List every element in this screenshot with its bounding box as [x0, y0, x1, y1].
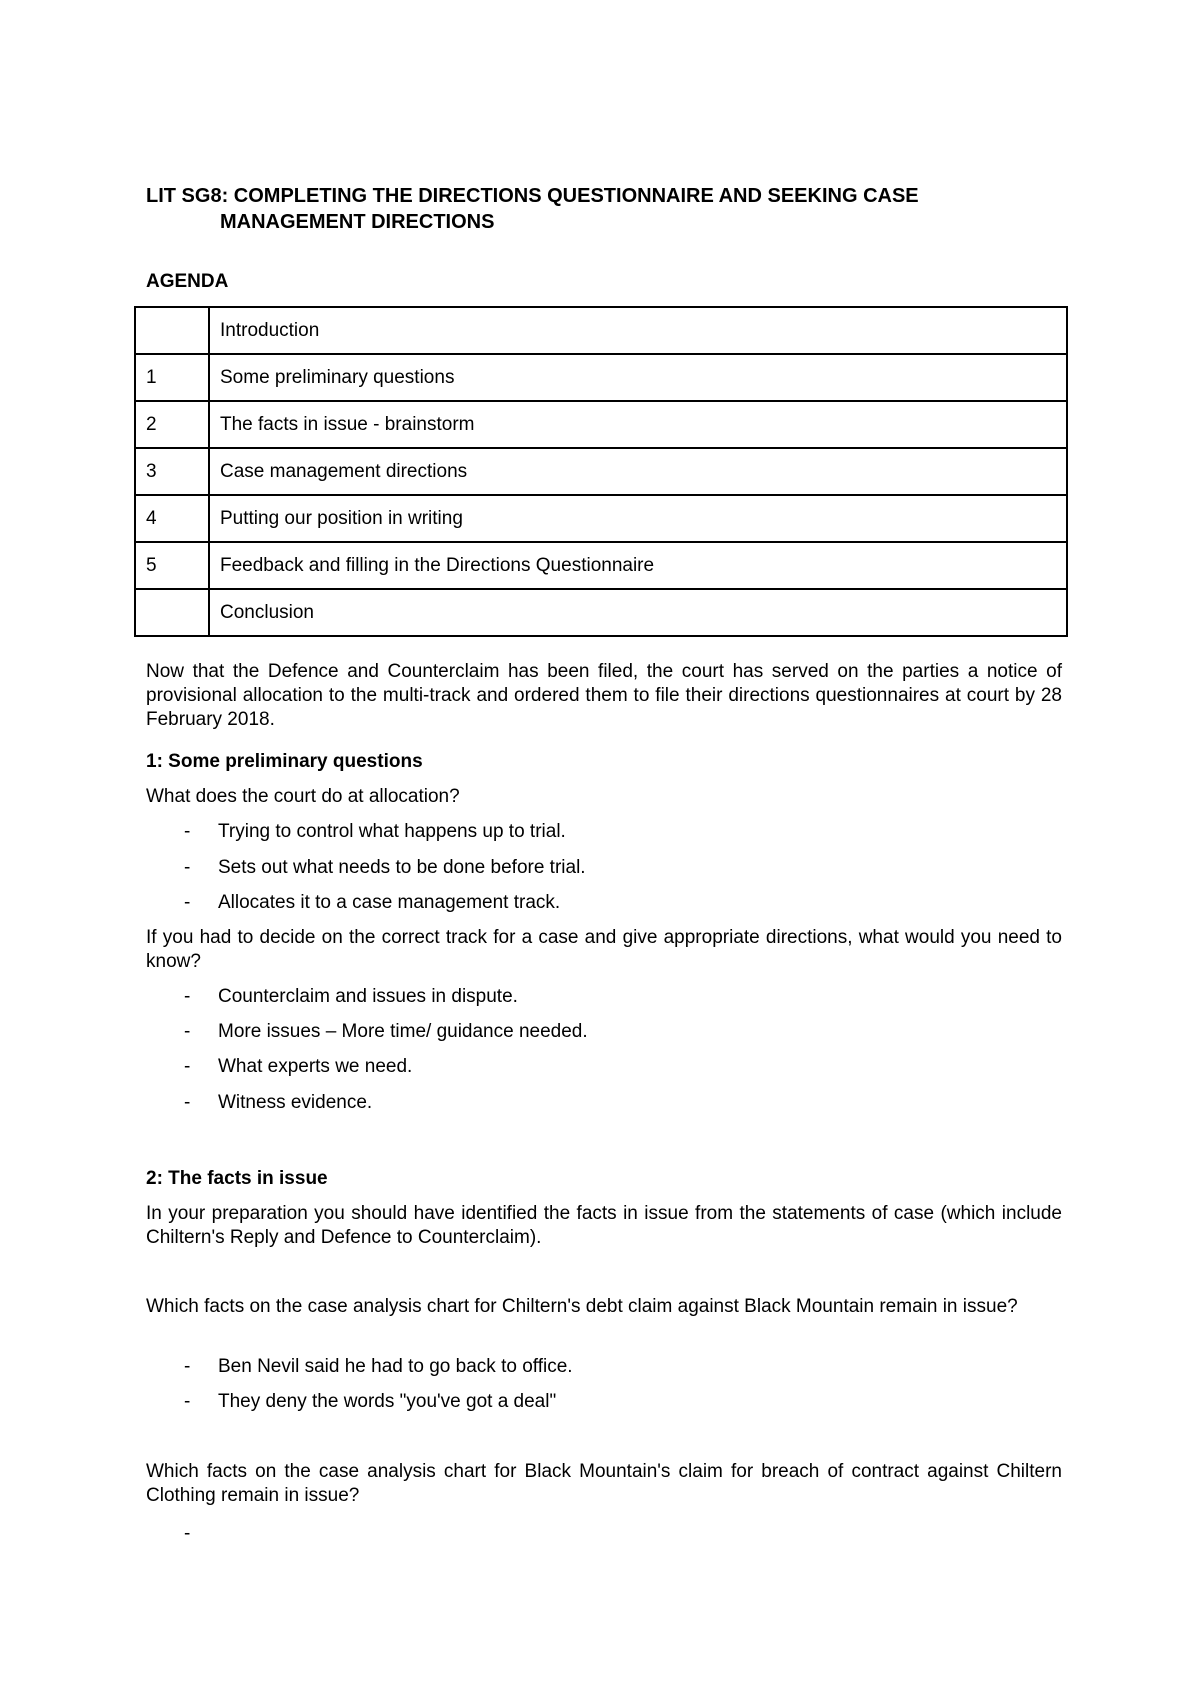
section-2-paragraph: In your preparation you should have identified the facts in issue from the statements of case (which include Chiltern's Reply and Defence to Counterclaim). [146, 1203, 1062, 1248]
agenda-item: Conclusion [209, 589, 1067, 636]
agenda-row [135, 495, 1067, 542]
agenda-row [135, 542, 1067, 589]
list-item-text: Sets out what needs to be done before trial. [218, 857, 586, 878]
intro-paragraph: Now that the Defence and Counterclaim has been filed, the court has served on the parties a notice of provisional allocation to the multi-track and ordered them to file their directions questionnaires at court by 28 February 2018. [146, 661, 1062, 730]
agenda-item: Introduction [209, 307, 1067, 354]
list-item-text: Witness evidence. [218, 1092, 373, 1113]
agenda-table [134, 306, 1068, 637]
agenda-item: Case management directions [209, 448, 1067, 495]
section-1-question-1: What does the court do at allocation? [146, 786, 460, 807]
agenda-heading: AGENDA [146, 271, 229, 292]
list-item-text: They deny the words "you've got a deal" [218, 1391, 557, 1412]
section-2-heading: 2: The facts in issue [146, 1168, 328, 1189]
agenda-item: The facts in issue - brainstorm [209, 401, 1067, 448]
title-line-1: LIT SG8: COMPLETING THE DIRECTIONS QUESTIONNAIRE AND SEEKING CASE [146, 185, 919, 207]
section-1-heading: 1: Some preliminary questions [146, 751, 423, 772]
list-item: - Witness evidence. [184, 1092, 373, 1113]
list-item-text: Trying to control what happens up to trial. [218, 821, 566, 842]
agenda-row [135, 589, 1067, 636]
list-item: - Ben Nevil said he had to go back to office. [184, 1356, 573, 1377]
agenda-item: Some preliminary questions [209, 354, 1067, 401]
list-item-text: Ben Nevil said he had to go back to office. [218, 1356, 573, 1377]
list-item: - What experts we need. [184, 1056, 413, 1077]
list-item-text: Counterclaim and issues in dispute. [218, 986, 518, 1007]
list-item: - Trying to control what happens up to trial. [184, 821, 566, 842]
agenda-row [135, 448, 1067, 495]
agenda-row [135, 401, 1067, 448]
section-2-question-1: Which facts on the case analysis chart for Chiltern's debt claim against Black Mountain remain in issue? [146, 1296, 1018, 1317]
section-1-question-2: If you had to decide on the correct track for a case and give appropriate directions, what would you need to know? [146, 927, 1062, 972]
agenda-number: 5 [135, 542, 209, 589]
document-title [146, 183, 1066, 235]
agenda-number: 2 [135, 401, 209, 448]
agenda-number: 3 [135, 448, 209, 495]
agenda-row [135, 354, 1067, 401]
section-2-question-2: Which facts on the case analysis chart for Black Mountain's claim for breach of contract against Chiltern Clothing remain in issue? [146, 1461, 1062, 1506]
list-item: - Counterclaim and issues in dispute. [184, 986, 518, 1007]
title-line-2: MANAGEMENT DIRECTIONS [220, 211, 495, 233]
list-item-text: More issues – More time/ guidance needed. [218, 1021, 588, 1042]
agenda-number: 1 [135, 354, 209, 401]
list-item-dash: - [184, 1523, 191, 1544]
list-item: - More issues – More time/ guidance needed. [184, 1021, 588, 1042]
list-item: - Sets out what needs to be done before trial. [184, 857, 586, 878]
agenda-number: 4 [135, 495, 209, 542]
agenda-number [135, 589, 209, 636]
list-item: - They deny the words "you've got a deal" [184, 1391, 557, 1412]
agenda-number [135, 307, 209, 354]
agenda-item: Putting our position in writing [209, 495, 1067, 542]
list-item-text: Allocates it to a case management track. [218, 892, 561, 913]
list-item-text: What experts we need. [218, 1056, 413, 1077]
agenda-row [135, 307, 1067, 354]
agenda-item: Feedback and filling in the Directions Questionnaire [209, 542, 1067, 589]
list-item: - Allocates it to a case management track. [184, 892, 561, 913]
list-item [184, 1522, 218, 1546]
